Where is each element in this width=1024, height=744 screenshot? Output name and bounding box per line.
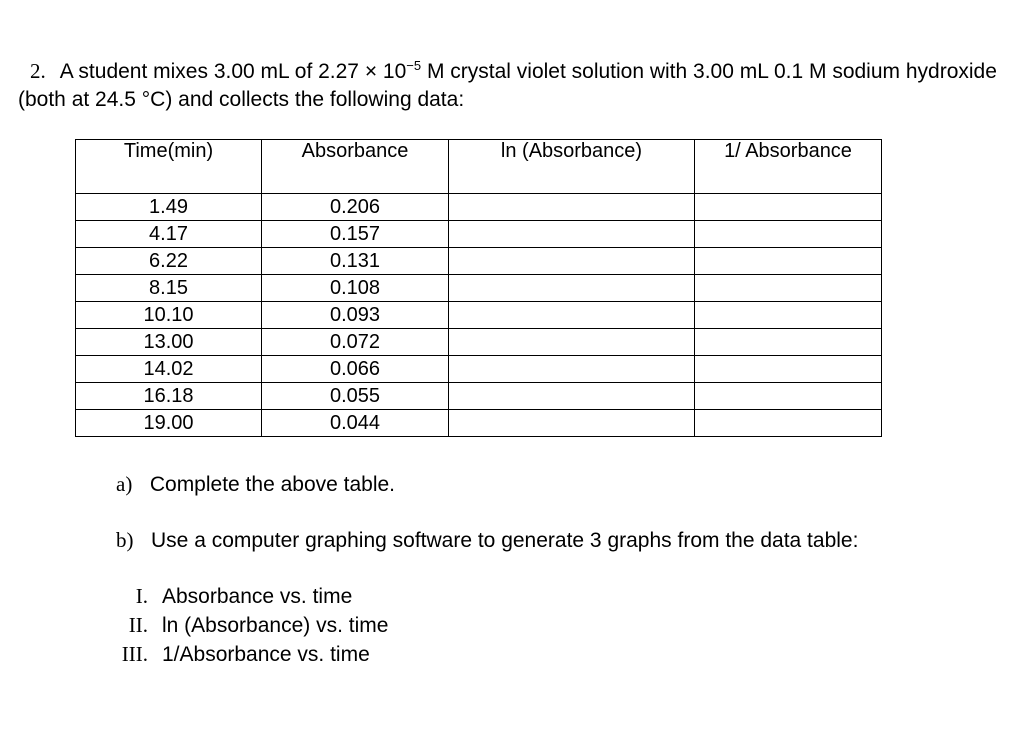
list-numeral: II. xyxy=(128,613,148,637)
table-cell: 0.066 xyxy=(262,356,449,383)
table-cell xyxy=(449,248,695,275)
data-table xyxy=(75,139,882,437)
part-a-text: Complete the above table. xyxy=(149,473,396,496)
table-cell: 8.15 xyxy=(76,275,262,302)
table-cell: 0.157 xyxy=(262,221,449,248)
table-cell: 0.206 xyxy=(262,194,449,221)
question-2 xyxy=(18,57,1008,114)
question-text-part2: M crystal violet solution with 3.00 mL 0.1 M sodium hydroxide (both at 24.5 °C) and collects the following data: xyxy=(18,60,997,111)
list-item xyxy=(104,611,388,640)
table-row xyxy=(76,383,882,410)
table-cell: 1.49 xyxy=(76,194,262,221)
list-numeral: III. xyxy=(121,642,148,666)
table-row xyxy=(76,329,882,356)
header-inverse-absorbance: 1/ Absorbance xyxy=(695,140,882,194)
table-cell: 10.10 xyxy=(76,302,262,329)
table-cell: 19.00 xyxy=(76,410,262,437)
table-cell xyxy=(695,302,882,329)
table-cell xyxy=(449,329,695,356)
table-cell: 0.072 xyxy=(262,329,449,356)
list-numeral: I. xyxy=(135,584,148,608)
table-cell: 4.17 xyxy=(76,221,262,248)
header-time: Time(min) xyxy=(76,140,262,194)
part-a xyxy=(116,470,395,499)
table-cell xyxy=(449,194,695,221)
table-cell: 13.00 xyxy=(76,329,262,356)
table-row xyxy=(76,275,882,302)
part-b-text: Use a computer graphing software to generate 3 graphs from the data table: xyxy=(151,529,859,552)
table-cell: 6.22 xyxy=(76,248,262,275)
table-cell: 16.18 xyxy=(76,383,262,410)
part-b-list xyxy=(104,582,388,669)
part-b-marker: b) xyxy=(116,528,134,552)
table-cell xyxy=(449,275,695,302)
table-cell xyxy=(695,329,882,356)
table-cell: 0.093 xyxy=(262,302,449,329)
table-cell xyxy=(695,356,882,383)
table-cell xyxy=(695,221,882,248)
table-row xyxy=(76,302,882,329)
table-cell: 14.02 xyxy=(76,356,262,383)
table-cell xyxy=(449,302,695,329)
table-cell xyxy=(449,356,695,383)
part-a-marker: a) xyxy=(116,472,133,496)
question-exponent: −5 xyxy=(406,58,422,73)
table-row xyxy=(76,194,882,221)
part-b xyxy=(103,526,923,555)
table-row xyxy=(76,221,882,248)
list-text: ln (Absorbance) vs. time xyxy=(162,614,389,637)
table-cell xyxy=(449,410,695,437)
table-cell xyxy=(695,194,882,221)
list-text: Absorbance vs. time xyxy=(162,585,353,608)
table-body xyxy=(76,194,882,437)
table-cell xyxy=(449,221,695,248)
list-text: 1/Absorbance vs. time xyxy=(162,643,370,666)
table-cell xyxy=(695,248,882,275)
question-number: 2. xyxy=(30,59,46,83)
table-cell xyxy=(695,383,882,410)
table-row xyxy=(76,356,882,383)
header-absorbance: Absorbance xyxy=(262,140,449,194)
question-text-part1: A student mixes 3.00 mL of 2.27 × 10 xyxy=(59,60,407,83)
table-cell: 0.108 xyxy=(262,275,449,302)
header-ln-absorbance: ln (Absorbance) xyxy=(449,140,695,194)
table-cell: 0.044 xyxy=(262,410,449,437)
list-item xyxy=(104,640,388,669)
table-row xyxy=(76,248,882,275)
table-cell xyxy=(449,383,695,410)
list-item xyxy=(104,582,388,611)
table-cell xyxy=(695,275,882,302)
table-header-row xyxy=(76,140,882,194)
table-row xyxy=(76,410,882,437)
table-cell: 0.131 xyxy=(262,248,449,275)
table-cell: 0.055 xyxy=(262,383,449,410)
table-cell xyxy=(695,410,882,437)
